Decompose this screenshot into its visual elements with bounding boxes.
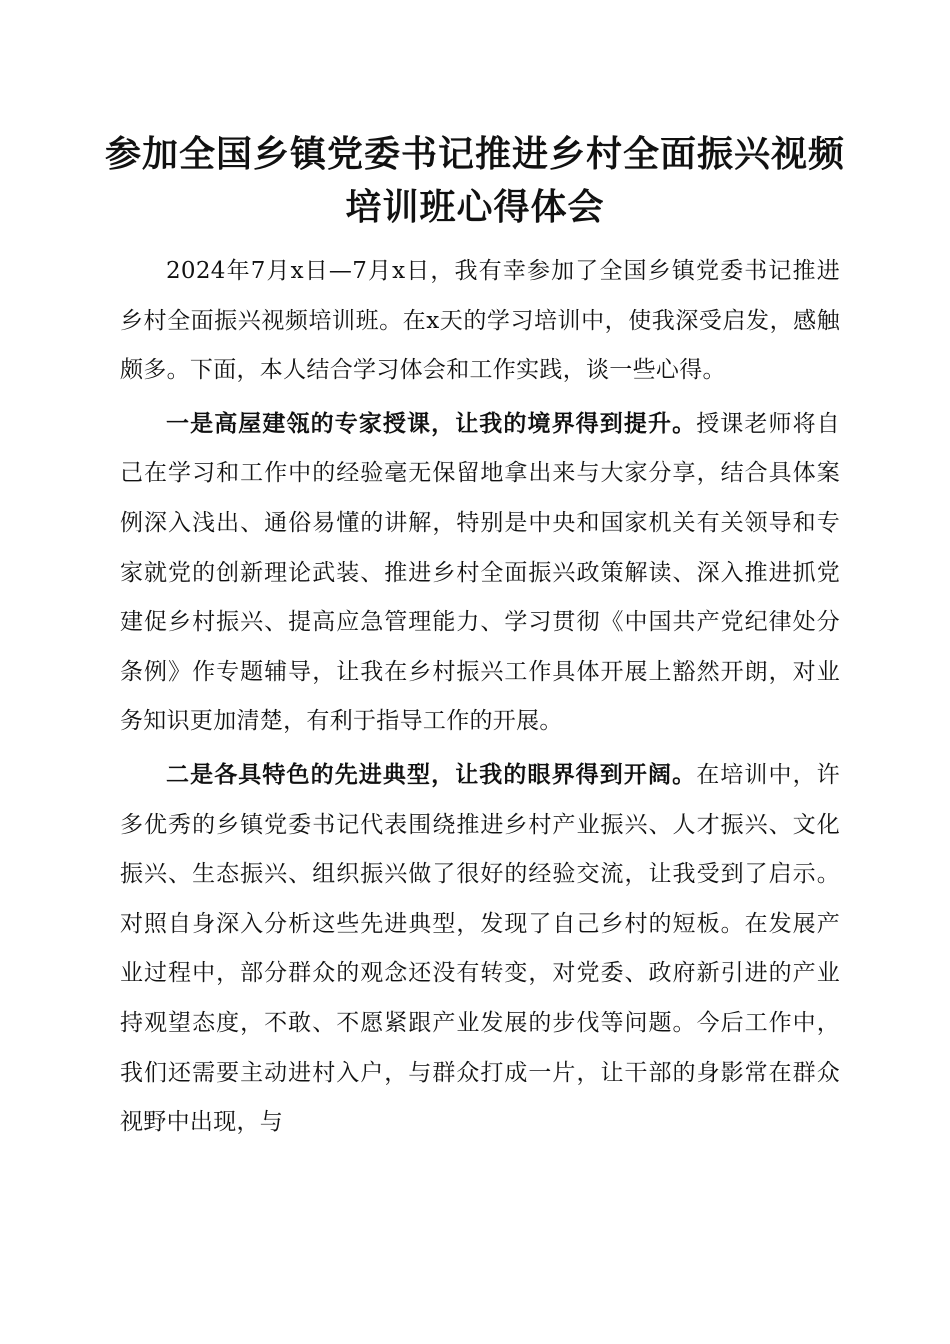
title-line-2: 培训班心得体会	[345, 186, 605, 228]
title-line-1: 参加全国乡镇党委书记推进乡村全面振兴视频	[104, 133, 845, 175]
paragraph-text: 授课老师将自己在学习和工作中的经验毫无保留地拿出来与大家分享，结合具体案例深入浅出、通俗易懂的讲解，特别是中央和国家机关有关领导和专家就党的创新理论武装、推进乡村全面振兴政策解读、深入推进抓党建促乡村振兴、提高应急管理能力、学习贯彻《中国共产党纪律处分条例》作专题辅导，让我在乡村振兴工作具体开展上豁然开朗，对业务知识更加清楚，有利于指导工作的开展。	[120, 410, 840, 735]
document-body	[120, 246, 840, 1151]
document-title	[100, 128, 850, 234]
paragraph-intro	[120, 246, 840, 396]
paragraph-lead: 二是各具特色的先进典型，让我的眼界得到开阔。	[166, 760, 697, 788]
paragraph-text: 2024年7月x日—7月x日，我有幸参加了全国乡镇党委书记推进乡村全面振兴视频培训班。在x天的学习培训中，使我深受启发，感触颇多。下面，本人结合学习体会和工作实践，谈一些心得。	[120, 258, 840, 384]
paragraph-lead: 一是高屋建瓴的专家授课，让我的境界得到提升。	[166, 409, 697, 437]
paragraph-text: 在培训中，许多优秀的乡镇党委书记代表围绕推进乡村产业振兴、人才振兴、文化振兴、生态振兴、组织振兴做了很好的经验交流，让我受到了启示。对照自身深入分析这些先进典型，发现了自己乡村的短板。在发展产业过程中，部分群众的观念还没有转变，对党委、政府新引进的产业持观望态度，不敢、不愿紧跟产业发展的步伐等问题。今后工作中，我们还需要主动进村入户，与群众打成一片，让干部的身影常在群众视野中出现，与	[120, 761, 840, 1136]
paragraph-point-2	[120, 750, 840, 1148]
paragraph-point-1	[120, 399, 840, 747]
